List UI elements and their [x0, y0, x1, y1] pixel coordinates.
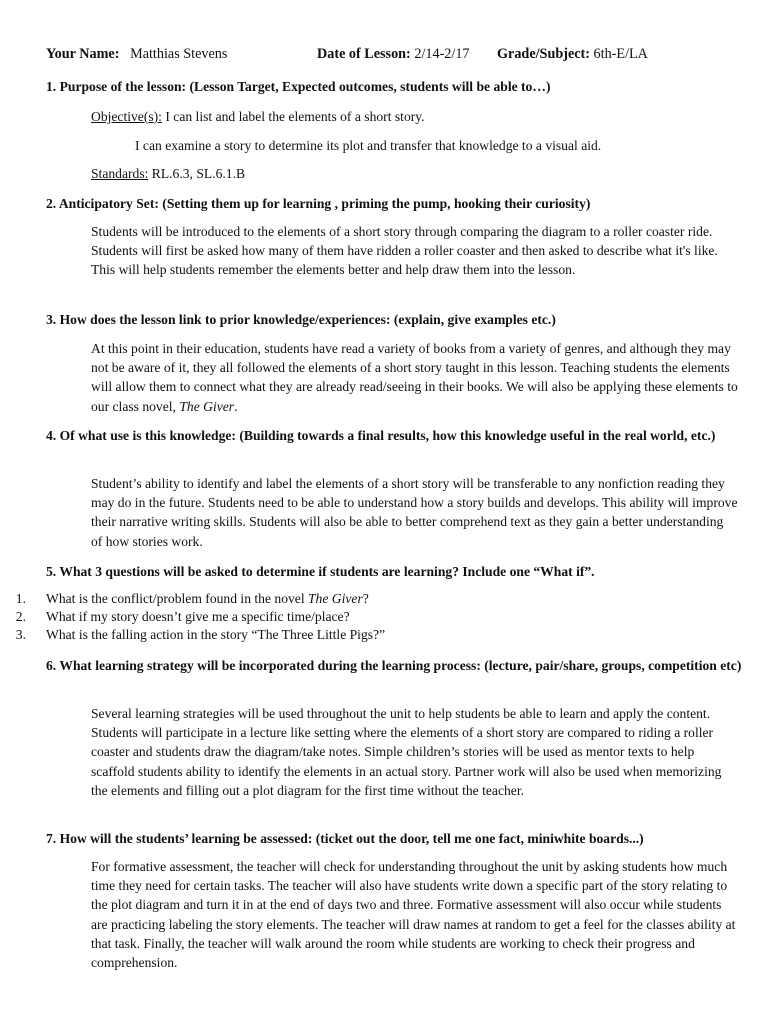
question-1-novel: The Giver	[308, 591, 363, 606]
question-3-text: What is the falling action in the story “The Three Little Pigs?”	[46, 627, 386, 642]
section-6-heading: 6. What learning strategy will be incorporated during the learning process: (lecture, pair/share, groups, competition etc)	[46, 658, 742, 673]
question-2-text: What if my story doesn’t give me a specific time/place?	[46, 609, 350, 624]
question-1-text: What is the conflict/problem found in the novel	[46, 591, 308, 606]
grade-field	[497, 44, 648, 64]
objective-2: I can examine a story to determine its plot and transfer that knowledge to a visual aid.	[135, 138, 602, 153]
objective-1: I can list and label the elements of a short story.	[161, 109, 425, 124]
grade-label: Grade/Subject:	[497, 46, 590, 62]
grade-value: 6th-E/LA	[593, 46, 648, 62]
date-label: Date of Lesson:	[317, 46, 411, 62]
question-list	[0, 590, 746, 644]
date-value: 2/14-2/17	[414, 46, 470, 62]
standards-value: RL.6.3, SL.6.1.B	[148, 166, 246, 181]
section-6-body: Several learning strategies will be used throughout the unit to help students be able to learn and apply the content. Students will participate in a lecture like setting where the elements of a short story are compared to riding a roller coaster and students draw the diagram/take notes. Simple children’s stories will be used as mentor texts to help scaffold students ability to identify the elements in an actual story. Partner work will also be used when memorizing the elements and filling out a plot diagram for the first time without the teacher.	[91, 706, 722, 798]
list-item	[0, 608, 746, 626]
date-field	[317, 44, 470, 64]
section-1-heading: 1. Purpose of the lesson: (Lesson Target, Expected outcomes, students will be able to…)	[46, 79, 551, 94]
standards-label: Standards:	[91, 166, 149, 181]
question-1-end: ?	[362, 591, 369, 606]
section-3-text: At this point in their education, students have read a variety of books from a variety of genres, and although they may not be aware of it, they all followed the elements of a short story taught in this lesson. Teaching students the elements will allow them to connect what they are already read/seeing in their books. We will also be applying these elements to our class novel,	[91, 341, 738, 414]
list-item	[0, 626, 746, 644]
objective-label: Objective(s):	[91, 109, 162, 124]
section-3-body	[91, 339, 738, 416]
section-5-heading: 5. What 3 questions will be asked to determine if students are learning? Include one “What if”.	[46, 564, 595, 579]
objective-line-1	[91, 107, 738, 126]
section-3-end: .	[234, 398, 238, 414]
section-7-heading: 7. How will the students’ learning be assessed: (ticket out the door, tell me one fact, miniwhite boards...)	[46, 831, 644, 846]
section-2-body: Students will be introduced to the elements of a short story through comparing the diagram to a roller coaster ride. Students will first be asked how many of them have ridden a roller coaster and then asked to describe what it's like. This will help students remember the elements better and help draw them into the lesson.	[91, 224, 718, 278]
section-4-heading: 4. Of what use is this knowledge: (Building towards a final results, how this knowledge useful in the real world, etc.)	[46, 428, 716, 443]
section-4-body: Student’s ability to identify and label the elements of a short story will be transferable to any nonfiction reading they may do in the future. Students need to be able to understand how a story builds and develops. This ability will improve their narrative writing skills. Students will also be able to better comprehend text as they gain a better understanding of how stories work.	[91, 476, 738, 549]
standards-line	[91, 164, 738, 183]
name-value: Matthias Stevens	[130, 46, 228, 62]
section-7-body: For formative assessment, the teacher will check for understanding throughout the unit by asking students how much time they need for certain tasks. The teacher will also have students write down a specific part of the story relating to the plot diagram and turn it in at the end of days two and three. Formative assessment will also occur while students are practicing labeling the story elements. The teacher will draw names at random to get a feel for the classes ability at that task. Finally, the teacher will walk around the room while students are working to check their progress and comprehension.	[91, 859, 736, 971]
name-field	[46, 44, 227, 64]
question-2-number: 2.	[15, 609, 26, 624]
name-label: Your Name:	[46, 46, 120, 62]
question-1-number: 1.	[15, 591, 26, 606]
list-item	[0, 590, 746, 608]
section-2-heading: 2. Anticipatory Set: (Setting them up for learning , priming the pump, hooking their curiosity)	[46, 196, 591, 211]
section-3-heading: 3. How does the lesson link to prior knowledge/experiences: (explain, give examples etc.)	[46, 312, 556, 327]
novel-title: The Giver	[179, 398, 235, 414]
question-3-number: 3.	[15, 627, 26, 642]
